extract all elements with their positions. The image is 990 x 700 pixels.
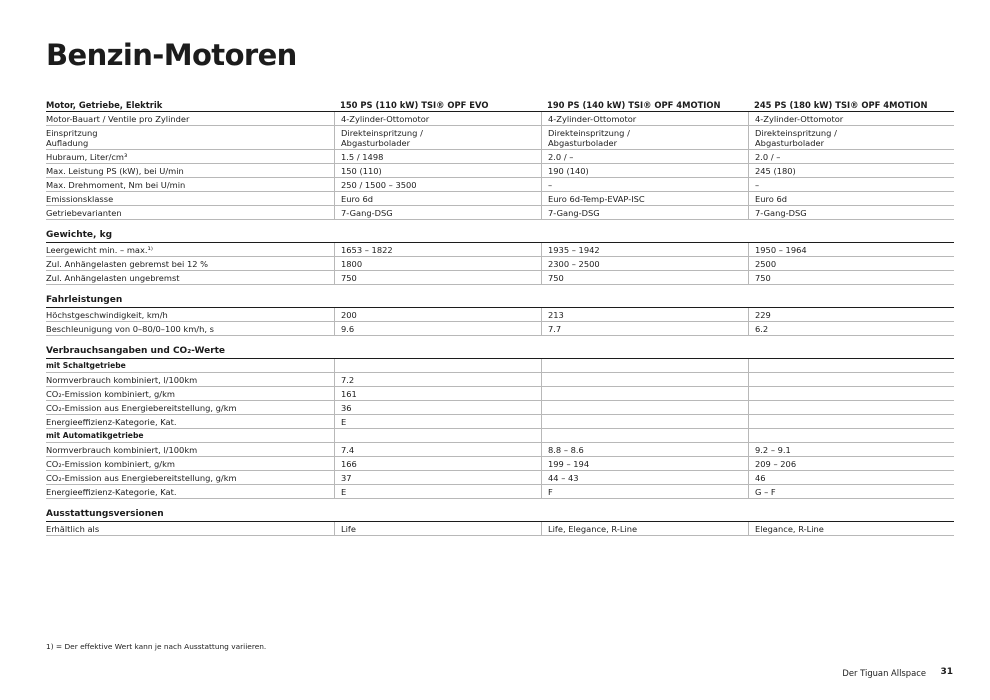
table-row (46, 150, 954, 164)
table-cell: 750 (748, 271, 954, 284)
table-row (46, 308, 954, 322)
page-number: 31 (940, 667, 953, 677)
weights-section (46, 243, 954, 285)
table-row (46, 401, 954, 415)
row-label: Zul. Anhängelasten ungebremst (46, 273, 180, 283)
table-cell: 1950 – 1964 (748, 243, 954, 256)
column-header: 190 PS (140 kW) TSI® OPF 4MOTION (547, 100, 721, 110)
table-cell: 4-Zylinder-Ottomotor (334, 112, 541, 125)
row-label: Max. Leistung PS (kW), bei U/min (46, 166, 184, 176)
table-cell: F (541, 485, 748, 498)
row-label: Beschleunigung von 0–80/0–100 km/h, s (46, 324, 214, 334)
table-cell: Direkteinspritzung / Abgasturbolader (334, 126, 541, 149)
table-cell: 46 (748, 471, 954, 484)
table-cell: 2500 (748, 257, 954, 270)
table-row (46, 522, 954, 536)
table-cell (748, 387, 954, 400)
table-cell: 7.7 (541, 322, 748, 335)
column-header: 245 PS (180 kW) TSI® OPF 4MOTION (754, 100, 928, 110)
table-row (46, 243, 954, 257)
table-cell: 1.5 / 1498 (334, 150, 541, 163)
section-header-weights (46, 228, 954, 243)
table-cell: E (334, 415, 541, 428)
table-row (46, 485, 954, 499)
table-cell: – (748, 178, 954, 191)
performance-section (46, 308, 954, 336)
table-cell: 4-Zylinder-Ottomotor (748, 112, 954, 125)
row-label: CO₂-Emission kombiniert, g/km (46, 389, 175, 399)
row-label: Höchstgeschwindigkeit, km/h (46, 310, 168, 320)
table-cell: 2.0 / – (541, 150, 748, 163)
table-cell: Euro 6d (334, 192, 541, 205)
table-cell: 250 / 1500 – 3500 (334, 178, 541, 191)
section-header-consumption (46, 344, 954, 359)
row-label: Normverbrauch kombiniert, l/100km (46, 375, 198, 385)
table-cell: 199 – 194 (541, 457, 748, 470)
table-cell: Euro 6d-Temp-EVAP-ISC (541, 192, 748, 205)
section-header-equipment (46, 507, 954, 522)
table-row (46, 387, 954, 401)
section-title: Verbrauchsangaben und CO₂-Werte (46, 346, 226, 356)
table-cell: 9.6 (334, 322, 541, 335)
table-cell (748, 415, 954, 428)
table-cell: Life (334, 522, 541, 535)
row-label: Energieeffizienz-Kategorie, Kat. (46, 417, 177, 427)
table-row (46, 192, 954, 206)
manual-section (46, 373, 954, 429)
table-cell: 209 – 206 (748, 457, 954, 470)
table-cell: 2300 – 2500 (541, 257, 748, 270)
table-cell: Euro 6d (748, 192, 954, 205)
table-row (46, 178, 954, 192)
row-label: CO₂-Emission kombiniert, g/km (46, 459, 175, 469)
table-cell: 9.2 – 9.1 (748, 443, 954, 456)
table-cell (748, 373, 954, 386)
row-label: Getriebevarianten (46, 208, 122, 218)
row-label: Max. Drehmoment, Nm bei U/min (46, 180, 186, 190)
row-label: Normverbrauch kombiniert, l/100km (46, 445, 198, 455)
table-cell: 245 (180) (748, 164, 954, 177)
row-label: Energieeffizienz-Kategorie, Kat. (46, 487, 177, 497)
table-cell: 161 (334, 387, 541, 400)
row-label: Hubraum, Liter/cm³ (46, 152, 128, 162)
table-row (46, 373, 954, 387)
table-cell: 229 (748, 308, 954, 321)
equipment-section (46, 522, 954, 536)
row-label: Leergewicht min. – max.¹⁾ (46, 245, 153, 255)
table-cell: Life, Elegance, R-Line (541, 522, 748, 535)
table-cell: – (541, 178, 748, 191)
table-cell: 1935 – 1942 (541, 243, 748, 256)
table-cell: 150 (110) (334, 164, 541, 177)
table-cell: 7-Gang-DSG (748, 206, 954, 219)
section-title-motor: Motor, Getriebe, Elektrik (46, 100, 163, 110)
table-cell: 44 – 43 (541, 471, 748, 484)
table-cell: 166 (334, 457, 541, 470)
table-cell: G – F (748, 485, 954, 498)
section-title: Gewichte, kg (46, 230, 113, 240)
subsection-automatic (46, 429, 954, 443)
table-cell: 7-Gang-DSG (541, 206, 748, 219)
table-cell: 213 (541, 308, 748, 321)
table-cell: 6.2 (748, 322, 954, 335)
table-cell: 4-Zylinder-Ottomotor (541, 112, 748, 125)
table-cell: 190 (140) (541, 164, 748, 177)
page-title: Benzin-Motoren (46, 38, 297, 72)
table-cell: 8.8 – 8.6 (541, 443, 748, 456)
subsection-title: mit Schaltgetriebe (46, 361, 126, 370)
table-row (46, 257, 954, 271)
automatic-section (46, 443, 954, 499)
table-cell: 37 (334, 471, 541, 484)
column-header: 150 PS (110 kW) TSI® OPF EVO (340, 100, 489, 110)
row-label: CO₂-Emission aus Energiebereitstellung, g/km (46, 403, 237, 413)
section-header-performance (46, 293, 954, 308)
motor-section (46, 112, 954, 220)
table-cell (541, 401, 748, 414)
table-cell: 750 (541, 271, 748, 284)
subsection-title: mit Automatikgetriebe (46, 431, 144, 440)
table-row (46, 271, 954, 285)
table-row (46, 322, 954, 336)
subsection-manual (46, 359, 954, 373)
table-cell: 200 (334, 308, 541, 321)
table-cell (541, 387, 748, 400)
table-cell: 1800 (334, 257, 541, 270)
table-cell: E (334, 485, 541, 498)
table-row (46, 112, 954, 126)
footnote: 1) = Der effektive Wert kann je nach Ausstattung variieren. (46, 642, 267, 651)
row-label: Einspritzung Aufladung (46, 128, 98, 148)
row-label: Zul. Anhängelasten gebremst bei 12 % (46, 259, 209, 269)
table-header (46, 99, 954, 112)
table-cell (748, 401, 954, 414)
table-row (46, 471, 954, 485)
section-title: Ausstattungsversionen (46, 509, 164, 519)
table-cell: Direkteinspritzung / Abgasturbolader (748, 126, 954, 149)
table-cell: 750 (334, 271, 541, 284)
table-cell: 7.4 (334, 443, 541, 456)
row-label: CO₂-Emission aus Energiebereitstellung, g/km (46, 473, 237, 483)
table-cell: Direkteinspritzung / Abgasturbolader (541, 126, 748, 149)
table-cell: 1653 – 1822 (334, 243, 541, 256)
section-title: Fahrleistungen (46, 295, 123, 305)
table-row (46, 206, 954, 220)
table-cell (541, 373, 748, 386)
footer-label: Der Tiguan Allspace (842, 668, 926, 678)
table-cell: 7.2 (334, 373, 541, 386)
table-cell: 7-Gang-DSG (334, 206, 541, 219)
table-cell: 2.0 / – (748, 150, 954, 163)
table-cell (541, 415, 748, 428)
table-row (46, 164, 954, 178)
table-row (46, 457, 954, 471)
row-label: Motor-Bauart / Ventile pro Zylinder (46, 114, 190, 124)
spec-table (46, 99, 954, 536)
table-cell: Elegance, R-Line (748, 522, 954, 535)
row-label: Erhältlich als (46, 524, 100, 534)
table-row (46, 415, 954, 429)
table-cell: 36 (334, 401, 541, 414)
row-label: Emissionsklasse (46, 194, 114, 204)
table-row (46, 126, 954, 150)
table-row (46, 443, 954, 457)
